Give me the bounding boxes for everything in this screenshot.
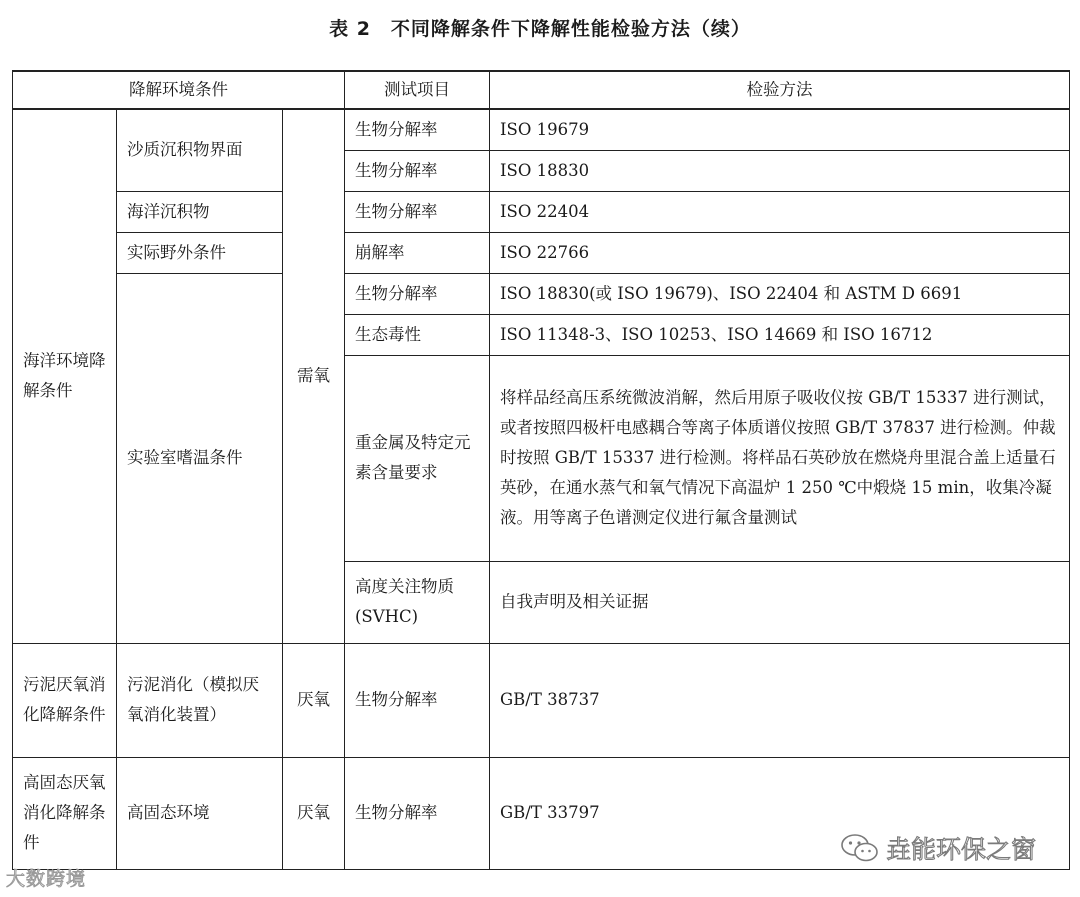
test-item: 生物分解率 — [345, 109, 490, 150]
method-cell: ISO 22766 — [490, 232, 1070, 273]
watermark-left — [6, 864, 86, 891]
sub-sand: 沙质沉积物界面 — [117, 109, 283, 191]
table-row — [13, 643, 1070, 757]
table-header-row — [13, 71, 1070, 109]
table-title: 表 2 不同降解条件下降解性能检验方法（续） — [329, 18, 751, 40]
method-cell: 将样品经高压系统微波消解，然后用原子吸收仪按 GB/T 15337 进行测试，或者按照四极杆电感耦合等离子体质谱仪按照 GB/T 37837 进行检测。仲裁时按照 GB/T 15337 进行检测。将样品石英砂放在燃烧舟里混合盖上适量石英砂，在通水蒸气和氧气情况下高温炉 1 250 ℃中煅烧 15 min，收集冷凝液。用等离子色谱测定仪进行氟含量测试 — [490, 355, 1070, 561]
watermark-right — [840, 830, 1036, 866]
sub-sludge: 污泥消化（模拟厌氧消化装置） — [117, 643, 283, 757]
group-marine: 海洋环境降解条件 — [13, 109, 117, 643]
table-row — [13, 109, 1070, 150]
cond-anaerobic: 厌氧 — [283, 643, 345, 757]
method-cell: 自我声明及相关证据 — [490, 561, 1070, 643]
sub-field: 实际野外条件 — [117, 232, 283, 273]
test-item: 生物分解率 — [345, 150, 490, 191]
test-item: 崩解率 — [345, 232, 490, 273]
cond-aerobic: 需氧 — [283, 109, 345, 643]
watermark-right-text: 垚能环保之窗 — [886, 835, 1037, 864]
wechat-icon — [840, 832, 880, 864]
method-cell: ISO 18830 — [490, 150, 1070, 191]
group-sludge: 污泥厌氧消化降解条件 — [13, 643, 117, 757]
header-test: 测试项目 — [345, 71, 490, 109]
test-item: 高度关注物质(SVHC) — [345, 561, 490, 643]
method-cell: GB/T 33797 — [490, 757, 1070, 869]
test-item: 生物分解率 — [345, 191, 490, 232]
header-env: 降解环境条件 — [13, 71, 345, 109]
degradation-method-table — [12, 70, 1070, 870]
table-row — [13, 273, 1070, 314]
test-item: 生物分解率 — [345, 643, 490, 757]
method-cell: ISO 22404 — [490, 191, 1070, 232]
method-cell: GB/T 38737 — [490, 643, 1070, 757]
test-item: 重金属及特定元素含量要求 — [345, 355, 490, 561]
test-item: 生物分解率 — [345, 273, 490, 314]
group-solid: 高固态厌氧消化降解条件 — [13, 757, 117, 869]
watermark-left-text: 大数跨境 — [6, 868, 87, 890]
sub-solid: 高固态环境 — [117, 757, 283, 869]
table-row — [13, 232, 1070, 273]
method-cell: ISO 18830(或 ISO 19679)、ISO 22404 和 ASTM D 6691 — [490, 273, 1070, 314]
table-row — [13, 191, 1070, 232]
method-cell: ISO 19679 — [490, 109, 1070, 150]
header-method: 检验方法 — [490, 71, 1070, 109]
sub-sediment: 海洋沉积物 — [117, 191, 283, 232]
cond-anaerobic: 厌氧 — [283, 757, 345, 869]
test-item: 生物分解率 — [345, 757, 490, 869]
method-cell: ISO 11348-3、ISO 10253、ISO 14669 和 ISO 16712 — [490, 314, 1070, 355]
sub-lab: 实验室嗜温条件 — [117, 273, 283, 643]
test-item: 生态毒性 — [345, 314, 490, 355]
